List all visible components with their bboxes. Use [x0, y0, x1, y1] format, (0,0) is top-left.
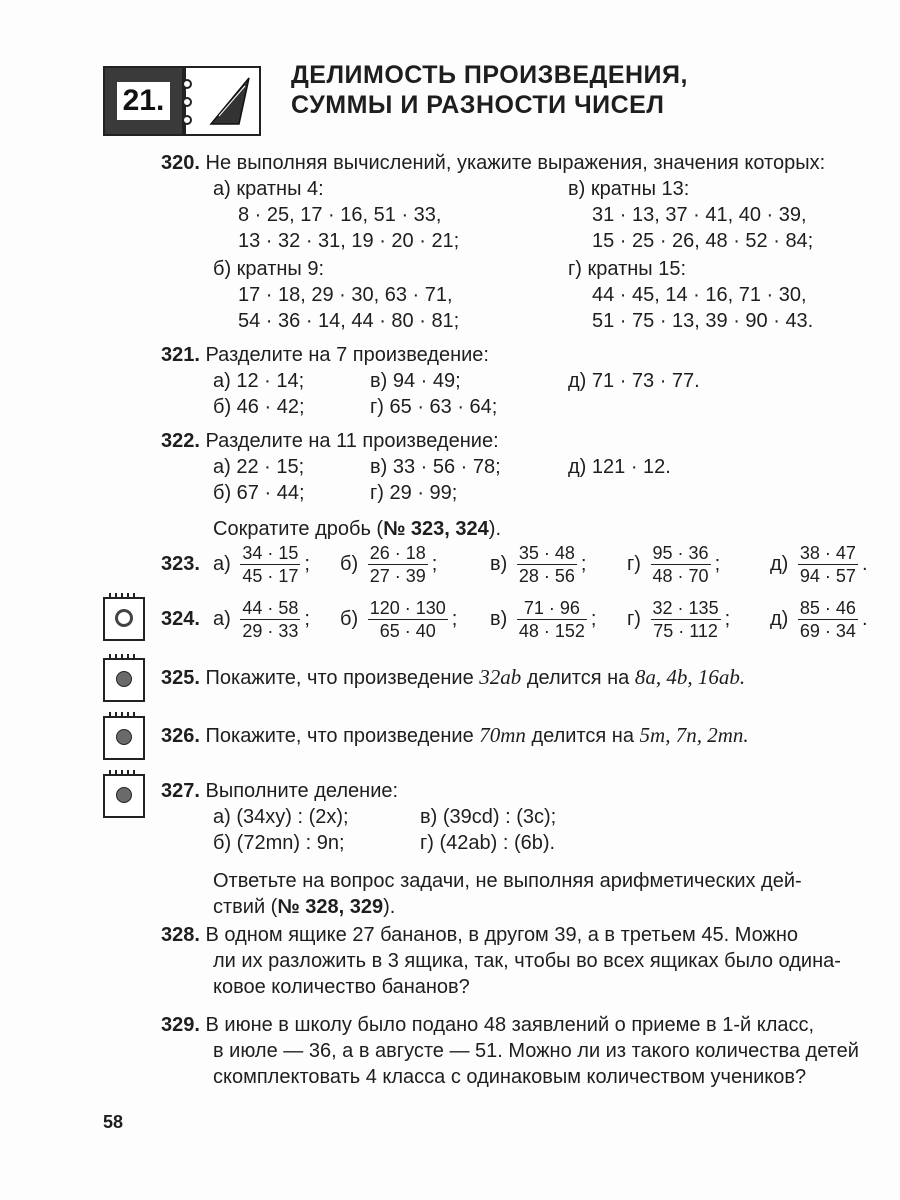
ex321-b: б) 46 · 42; [213, 396, 305, 418]
ex324-d: д) $\frac{85 \cdot 46}{69 \cdot 34}$ . [770, 598, 868, 641]
ex327-b: б) (72mn) : 9n; [213, 832, 345, 854]
notebook-flag-icon [184, 66, 261, 136]
ex323-g: г) $\frac{95 \cdot 36}{48 \cdot 70}$ ; [627, 543, 721, 586]
fraction: $\frac{85 \cdot 46}{69 \cdot 34}$ [799, 598, 856, 641]
notepad-dot-icon [103, 658, 145, 702]
answer-note-line1: Ответьте на вопрос задачи, не выполняя арифметических дей- [213, 870, 802, 892]
ex320-g-label: г) кратны 15: [568, 258, 687, 280]
exercise-327: 327. Выполните деление: [161, 780, 399, 802]
ex323-d: д) $\frac{38 \cdot 47}{94 \cdot 57}$ . [770, 543, 868, 586]
ex322-a: а) 22 · 15; [213, 456, 305, 478]
ex322-b: б) 67 · 44; [213, 482, 305, 504]
ex320-g-row2: 51 · 75 · 13, 39 · 90 · 43. [592, 310, 814, 332]
ex321-g: г) 65 · 63 · 64; [370, 396, 498, 418]
ex324-g: г) $\frac{32 \cdot 135}{75 \cdot 112}$ ; [627, 598, 731, 641]
fraction: $\frac{95 \cdot 36}{48 \cdot 70}$ [652, 543, 709, 586]
ex323-v: в) $\frac{35 \cdot 48}{28 \cdot 56}$ ; [490, 543, 587, 586]
fraction: $\frac{32 \cdot 135}{75 \cdot 112}$ [652, 598, 719, 641]
ex329-line2: в июле — 36, а в августе — 51. Можно ли из такого количества детей [213, 1040, 859, 1062]
ex322-g: г) 29 · 99; [370, 482, 458, 504]
section-header [103, 60, 893, 140]
fraction: $\frac{71 \cdot 96}{48 \cdot 152}$ [518, 598, 585, 641]
ex327-v: в) (39cd) : (3c); [420, 806, 557, 828]
ex320-b-row2: 54 · 36 · 14, 44 · 80 · 81; [238, 310, 460, 332]
fraction: $\frac{26 \cdot 18}{27 \cdot 39}$ [369, 543, 426, 586]
ex324-v: в) $\frac{71 \cdot 96}{48 \cdot 152}$ ; [490, 598, 597, 641]
section-title: ДЕЛИМОСТЬ ПРОИЗВЕДЕНИЯ, СУММЫ И РАЗНОСТИ ЧИСЕЛ [291, 61, 688, 119]
ex322-v: в) 33 · 56 · 78; [370, 456, 501, 478]
ex320-v-row1: 31 · 13, 37 · 41, 40 · 39, [592, 204, 807, 226]
reduce-note: Сократите дробь (№ 323, 324). [213, 518, 501, 540]
ex321-d: д) 71 · 73 · 77. [568, 370, 700, 392]
ex320-a-row2: 13 · 32 · 31, 19 · 20 · 21; [238, 230, 460, 252]
ex320-v-row2: 15 · 25 · 26, 48 · 52 · 84; [592, 230, 814, 252]
pennant-icon [209, 76, 253, 126]
ex324-b: б) $\frac{120 \cdot 130}{65 \cdot 40}$ ; [340, 598, 458, 641]
exercise-322: 322. Разделите на 11 произведение: [161, 430, 499, 452]
ex321-v: в) 94 · 49; [370, 370, 461, 392]
ex320-a-row1: 8 · 25, 17 · 16, 51 · 33, [238, 204, 442, 226]
exercise-328: 328. В одном ящике 27 бананов, в другом 39, а в третьем 45. Можно [161, 924, 799, 946]
answer-note-line2: ствий (№ 328, 329). [213, 896, 396, 918]
ex320-g-row1: 44 · 45, 14 · 16, 71 · 30, [592, 284, 807, 306]
section-badge [103, 66, 261, 136]
fraction: $\frac{34 \cdot 15}{45 \cdot 17}$ [242, 543, 299, 586]
ex321-a: а) 12 · 14; [213, 370, 305, 392]
notepad-dot-icon [103, 774, 145, 818]
fraction: $\frac{44 \cdot 58}{29 \cdot 33}$ [242, 598, 299, 641]
exercise-323: 323. [161, 553, 200, 575]
notepad-ring-icon [103, 597, 145, 641]
ex323-b: б) $\frac{26 \cdot 18}{27 \cdot 39}$ ; [340, 543, 438, 586]
exercise-321: 321. Разделите на 7 произведение: [161, 344, 489, 366]
exercise-324: 324. [161, 608, 200, 630]
exercise-326: 326. Покажите, что произведение 70mn делится на 5m, 7n, 2mn. [161, 723, 749, 747]
ex327-g: г) (42ab) : (6b). [420, 832, 556, 854]
section-number: 21. [103, 66, 184, 136]
ex322-d: д) 121 · 12. [568, 456, 671, 478]
ex323-a: а) $\frac{34 \cdot 15}{45 \cdot 17}$ ; [213, 543, 310, 586]
notepad-dot-icon [103, 716, 145, 760]
ex328-line2: ли их разложить в 3 ящика, так, чтобы во всех ящиках было одина- [213, 950, 841, 972]
exercise-325: 325. Покажите, что произведение 32ab делится на 8a, 4b, 16ab. [161, 665, 746, 689]
ex328-line3: ковое количество бананов? [213, 976, 470, 998]
fraction: $\frac{38 \cdot 47}{94 \cdot 57}$ [799, 543, 856, 586]
notebook-rings-icon [180, 78, 194, 126]
ex324-a: а) $\frac{44 \cdot 58}{29 \cdot 33}$ ; [213, 598, 310, 641]
ex320-a-label: а) кратны 4: [213, 178, 324, 200]
ex320-b-label: б) кратны 9: [213, 258, 325, 280]
exercise-320: 320. Не выполняя вычислений, укажите выражения, значения которых: [161, 152, 826, 174]
ex329-line3: скомплектовать 4 класса с одинаковым количеством учеников? [213, 1066, 807, 1088]
page-number: 58 [103, 1112, 124, 1132]
fraction: $\frac{120 \cdot 130}{65 \cdot 40}$ [369, 598, 446, 641]
ex327-a: а) (34xy) : (2x); [213, 806, 349, 828]
exercise-329: 329. В июне в школу было подано 48 заявлений о приеме в 1-й класс, [161, 1014, 815, 1036]
ex320-b-row1: 17 · 18, 29 · 30, 63 · 71, [238, 284, 453, 306]
fraction: $\frac{35 \cdot 48}{28 \cdot 56}$ [518, 543, 575, 586]
ex320-v-label: в) кратны 13: [568, 178, 690, 200]
